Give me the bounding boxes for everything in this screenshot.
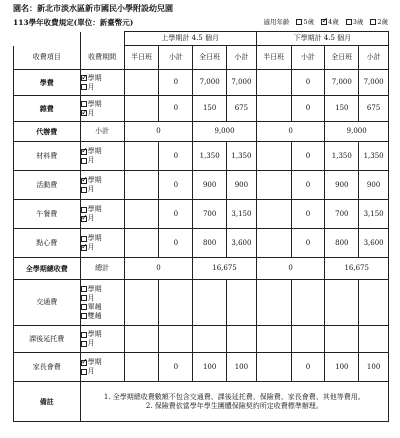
- semester-header-row: [14, 32, 389, 46]
- checkbox-icon[interactable]: [81, 332, 87, 338]
- total-label: 總計: [80, 258, 124, 280]
- checkbox-icon[interactable]: [81, 286, 87, 292]
- row-label: 活動費: [14, 171, 81, 200]
- header-full: 全日班: [193, 46, 227, 70]
- checkbox-checked-icon[interactable]: [321, 19, 327, 25]
- period-options: ✓ 學期 月: [80, 171, 124, 200]
- checkbox-icon[interactable]: [81, 341, 87, 347]
- column-header-row: [14, 46, 389, 70]
- checkbox-icon[interactable]: [81, 304, 87, 310]
- checkbox-icon[interactable]: [346, 19, 352, 25]
- table-row-transport: [14, 280, 389, 326]
- row-label: 午餐費: [14, 200, 81, 229]
- checkbox-icon[interactable]: [81, 101, 87, 107]
- row-label: 材料費: [14, 142, 81, 171]
- row-label: 家長會費: [14, 353, 81, 382]
- lower-semester-header: 下學期計 4.5 個月: [256, 32, 388, 46]
- period-options: ✓ 學期 月: [80, 353, 124, 382]
- checkbox-checked-icon[interactable]: [81, 216, 87, 222]
- table-row-notes: [14, 382, 389, 422]
- header-sub2: 小計: [359, 46, 389, 70]
- header-full: 全日班: [325, 46, 359, 70]
- period-options: 學期 ✓ 月: [80, 229, 124, 258]
- row-label: 交通費: [14, 280, 81, 326]
- period-options: ✓ 學期 月: [80, 70, 124, 96]
- row-label: 點心費: [14, 229, 81, 258]
- row-label: 全學期總收費: [14, 258, 81, 280]
- checkbox-icon[interactable]: [81, 84, 87, 90]
- age-selector: [263, 17, 388, 26]
- header-unit: 收費期間: [80, 46, 124, 70]
- checkbox-checked-icon[interactable]: [81, 110, 87, 116]
- document-title: 園名：新北市淡水區新市國民小學附設幼兒園: [13, 3, 173, 13]
- age-option-4[interactable]: ✓ 4歲: [321, 17, 339, 26]
- checkbox-icon[interactable]: [81, 187, 87, 193]
- table-row-materials: 材料費 ✓ 學期 月 0 1,350 1,350 0 1,350 1,350: [14, 142, 389, 171]
- checkbox-icon[interactable]: [81, 313, 87, 319]
- table-row-tuition: 學費 ✓ 學期 月 0 7,000 7,000 0 7,000 7,000: [14, 70, 389, 96]
- fee-table: [13, 31, 389, 422]
- row-label: 代辦費: [14, 122, 81, 142]
- period-options: 學期 ✓ 月: [80, 96, 124, 122]
- table-row-agency: 代辦費 小計 0 9,000 0 9,000: [14, 122, 389, 142]
- table-row-parents: 家長會費 ✓ 學期 月 0 100 100 0 100 100: [14, 353, 389, 382]
- age-label: 適用年齡: [263, 18, 290, 26]
- checkbox-icon[interactable]: [296, 19, 302, 25]
- checkbox-checked-icon[interactable]: [81, 360, 87, 366]
- period-options: 學期 ✓ 月: [80, 200, 124, 229]
- notes-line: 2. 保險費依當學年學生團體保險契約所定收費標準辦理。: [145, 401, 323, 410]
- checkbox-checked-icon[interactable]: [81, 178, 87, 184]
- checkbox-icon[interactable]: [370, 19, 376, 25]
- notes-line: 1. 全學期總收費數額不包含交通費、課後延托費、保險費、家長會費、其他等費用。: [103, 392, 365, 401]
- period-options: 學期 月 單趟 雙趟: [80, 280, 124, 326]
- checkbox-icon[interactable]: [81, 295, 87, 301]
- age-option-3[interactable]: 3歲: [346, 17, 364, 26]
- checkbox-icon[interactable]: [81, 369, 87, 375]
- checkbox-checked-icon[interactable]: [81, 149, 87, 155]
- header-sub: 小計: [291, 46, 325, 70]
- checkbox-checked-icon[interactable]: [81, 245, 87, 251]
- row-label: 學費: [14, 70, 81, 96]
- period-options: ✓ 學期 月: [80, 142, 124, 171]
- table-row-extended: [14, 326, 389, 353]
- header-item: 收費項目: [14, 46, 81, 70]
- age-option-5[interactable]: 5歲: [296, 17, 314, 26]
- notes-content: [80, 382, 388, 422]
- header-sub: 小計: [159, 46, 193, 70]
- subtotal-label: 小計: [80, 122, 124, 142]
- checkbox-icon[interactable]: [81, 236, 87, 242]
- table-row-snack: 點心費 學期 ✓ 月 0 800 3,600 0 800 3,600: [14, 229, 389, 258]
- table-row-total: 全學期總收費 總計 0 16,675 0 16,675: [14, 258, 389, 280]
- row-label: 雜費: [14, 96, 81, 122]
- header-half: 半日班: [256, 46, 291, 70]
- table-row-misc: 雜費 學期 ✓ 月 0 150 675 0 150 675: [14, 96, 389, 122]
- checkbox-checked-icon[interactable]: [81, 75, 87, 81]
- table-subtitle: 113學年收費規定(單位：新臺幣元): [13, 18, 134, 27]
- notes-label: 備註: [14, 382, 81, 422]
- upper-semester-header: 上學期計 4.5 個月: [124, 32, 256, 46]
- checkbox-icon[interactable]: [81, 158, 87, 164]
- checkbox-icon[interactable]: [81, 207, 87, 213]
- table-row-lunch: 午餐費 學期 ✓ 月 0 700 3,150 0 700 3,150: [14, 200, 389, 229]
- header-half: 半日班: [124, 46, 159, 70]
- row-label: 課後延托費: [14, 326, 81, 353]
- header-sub2: 小計: [227, 46, 257, 70]
- period-options: 學期 月: [80, 326, 124, 353]
- table-row-activity: 活動費 ✓ 學期 月 0 900 900 0 900 900: [14, 171, 389, 200]
- age-option-2[interactable]: 2歲: [370, 17, 388, 26]
- subheader: [13, 17, 388, 29]
